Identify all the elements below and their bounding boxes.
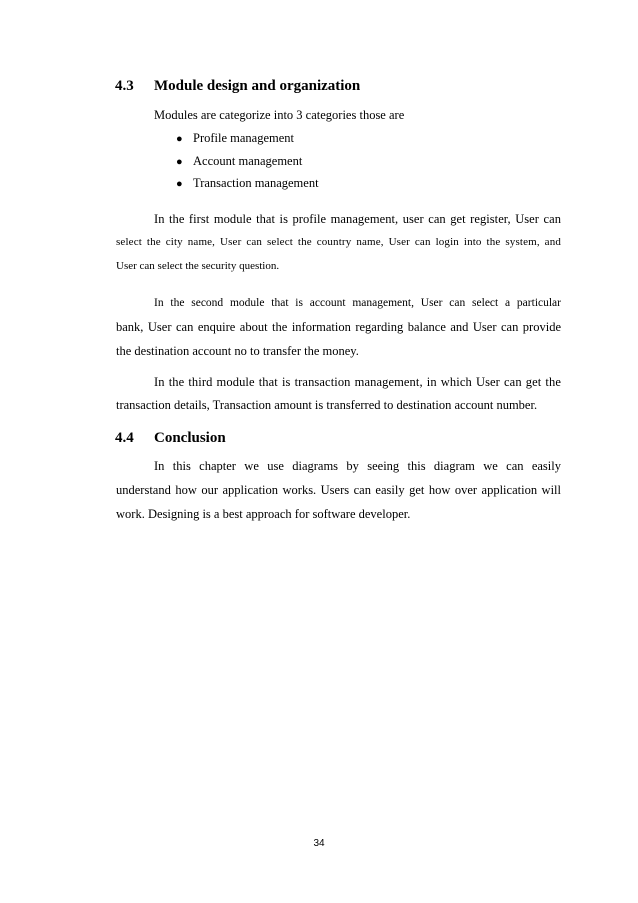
paragraph-line	[116, 507, 561, 522]
line-text: In this chapter we use diagrams by seeing this diagram we can easily	[154, 459, 561, 473]
list-item-label: Profile management	[193, 131, 295, 145]
section-title: Conclusion	[154, 430, 226, 446]
section-number: 4.3	[115, 78, 134, 94]
line-text: User can select the security question.	[116, 260, 280, 272]
section-title: Module design and organization	[154, 78, 361, 94]
bullet-icon: ●	[176, 133, 183, 145]
section-heading-4-3	[115, 78, 360, 95]
paragraph-line	[154, 459, 561, 474]
line-text: the destination account no to transfer the money.	[116, 344, 359, 358]
paragraph-line	[116, 398, 561, 413]
paragraph-line	[116, 344, 561, 359]
modules-intro-text: Modules are categorize into 3 categories those are	[154, 108, 405, 122]
paragraph-line	[154, 212, 561, 227]
line-text: In the first module that is profile management, user can get register, User can	[154, 212, 561, 226]
section-heading-4-4	[115, 430, 226, 447]
bullet-icon: ●	[176, 155, 183, 168]
paragraph-line	[154, 297, 561, 309]
paragraph-line	[116, 483, 561, 498]
line-text: understand how our application works. Users can easily get how over application will	[116, 483, 561, 497]
line-text: In the second module that is account management, User can select a particular	[154, 297, 561, 309]
line-text: bank, User can enquire about the information regarding balance and User can provide	[116, 320, 561, 334]
line-text: work. Designing is a best approach for software developer.	[116, 507, 411, 521]
paragraph-line	[154, 375, 561, 390]
list-item	[176, 130, 319, 153]
section-number: 4.4	[115, 430, 134, 446]
paragraph-line	[116, 320, 561, 335]
module-list	[176, 130, 319, 198]
line-text: select the city name, User can select the country name, User can login into the system, and	[116, 236, 561, 248]
list-item	[176, 153, 319, 176]
paragraph-line	[116, 236, 561, 248]
list-item	[176, 175, 319, 198]
line-text: transaction details, Transaction amount is transferred to destination account number.	[116, 398, 538, 412]
list-item-label: Account management	[193, 153, 303, 168]
paragraph-line	[116, 260, 561, 272]
bullet-icon: ●	[176, 178, 183, 190]
line-text: In the third module that is transaction management, in which User can get the	[154, 375, 561, 389]
list-item-label: Transaction management	[193, 176, 319, 190]
page-number: 34	[313, 838, 325, 849]
